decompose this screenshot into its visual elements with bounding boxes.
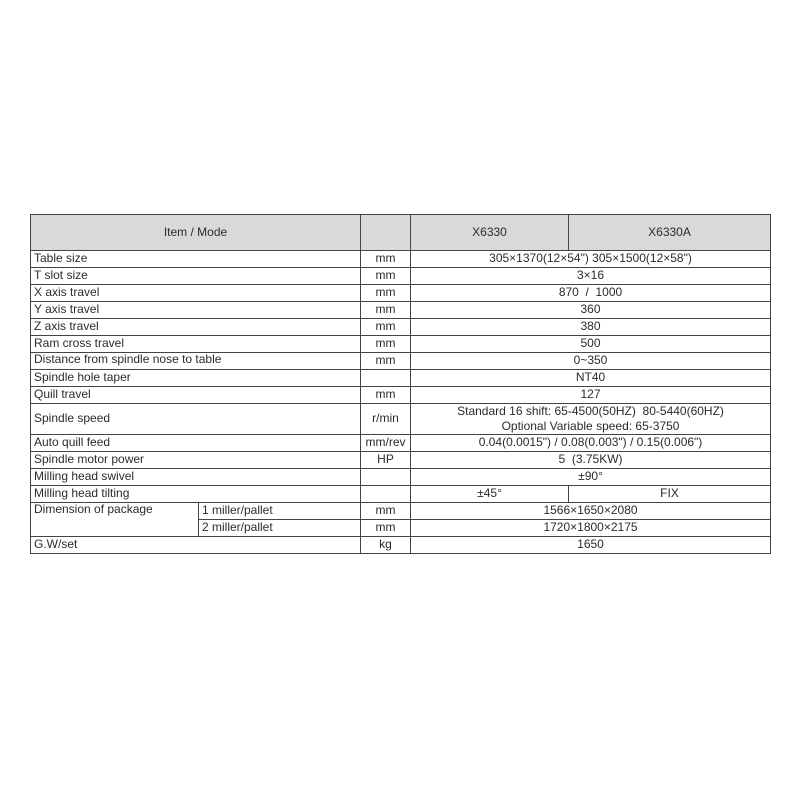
row-value: 1720×1800×2175 [411,520,771,537]
row-label: Table size [31,251,361,268]
row-label: Dimension of package [31,503,199,537]
row-unit [361,469,411,486]
table-row [31,302,771,319]
speed-line-standard: Standard 16 shift: 65-4500(50HZ) 80-5440(60HZ) [457,404,724,418]
row-unit: mm [361,520,411,537]
row-label: Milling head swivel [31,469,361,486]
row-label: Z axis travel [31,319,361,336]
table-row [31,486,771,503]
table-row [31,336,771,353]
row-value: 500 [411,336,771,353]
row-unit: mm [361,251,411,268]
row-label: Milling head tilting [31,486,361,503]
row-value: 360 [411,302,771,319]
row-label: Spindle motor power [31,452,361,469]
row-label: T slot size [31,268,361,285]
table-row [31,353,771,370]
row-label: Spindle speed [31,404,361,435]
table-row [31,387,771,404]
row-label: Quill travel [31,387,361,404]
row-sublabel: 1 miller/pallet [199,503,361,520]
row-value: 1566×1650×2080 [411,503,771,520]
row-value-x6330: ±45° [411,486,569,503]
row-label: X axis travel [31,285,361,302]
row-label: Ram cross travel [31,336,361,353]
row-value: 127 [411,387,771,404]
row-value: 0.04(0.0015") / 0.08(0.003") / 0.15(0.006") [411,435,771,452]
row-value: 870 / 1000 [411,285,771,302]
row-value: 1650 [411,537,771,554]
row-label: Auto quill feed [31,435,361,452]
table-row [31,268,771,285]
model-x6330-header: X6330 [411,215,569,251]
row-unit: HP [361,452,411,469]
table-row [31,285,771,302]
row-unit: mm [361,503,411,520]
row-unit: mm [361,302,411,319]
unit-header [361,215,411,251]
row-unit: mm [361,268,411,285]
row-value: 305×1370(12×54") 305×1500(12×58") [411,251,771,268]
row-unit: mm [361,353,411,370]
row-unit: kg [361,537,411,554]
row-label: Y axis travel [31,302,361,319]
row-value [411,404,771,435]
row-unit [361,370,411,387]
table-row [31,503,771,520]
table-row [31,537,771,554]
table-row [31,435,771,452]
row-label: G.W/set [31,537,361,554]
table-row [31,370,771,387]
model-x6330a-header: X6330A [569,215,771,251]
item-mode-header: Item / Mode [31,215,361,251]
row-unit: mm [361,285,411,302]
row-value-x6330a: FIX [569,486,771,503]
table-row [31,452,771,469]
table-row [31,469,771,486]
row-value: 3×16 [411,268,771,285]
row-unit: mm [361,387,411,404]
row-value: 5 (3.75KW) [411,452,771,469]
speed-line-optional: Optional Variable speed: 65-3750 [501,419,680,433]
row-value: NT40 [411,370,771,387]
row-unit: mm [361,319,411,336]
table-row [31,319,771,336]
row-sublabel: 2 miller/pallet [199,520,361,537]
row-label: Distance from spindle nose to table [31,353,361,370]
row-unit: r/min [361,404,411,435]
row-value: ±90° [411,469,771,486]
table-row [31,251,771,268]
row-unit: mm [361,336,411,353]
row-unit: mm/rev [361,435,411,452]
row-label: Spindle hole taper [31,370,361,387]
header-row [31,215,771,251]
row-value: 0~350 [411,353,771,370]
spec-table [30,214,771,554]
row-value: 380 [411,319,771,336]
row-unit [361,486,411,503]
table-row [31,404,771,435]
